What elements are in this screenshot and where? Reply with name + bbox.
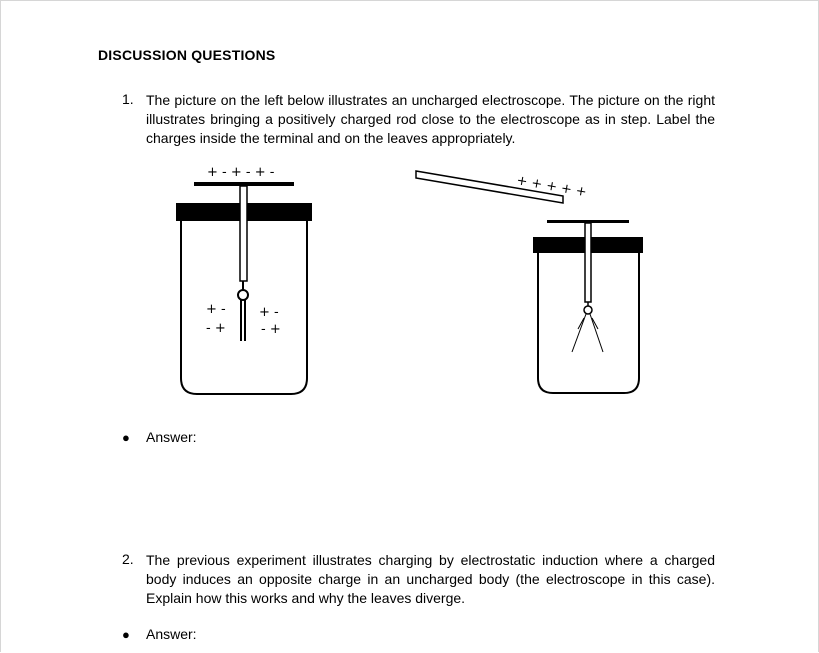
- right-leaf-1: [572, 314, 586, 352]
- question-2-text: The previous experiment illustrates charging by electrostatic induction where a charged body induces an opposite charge in an uncharged body (the electroscope in this case). Explain how this works and why the leaves diverge.: [146, 552, 715, 606]
- answer-2-label: Answer:: [146, 626, 197, 642]
- question-2-number: 2.: [122, 551, 134, 567]
- left-leaf-charge-label: - +: [206, 321, 226, 336]
- right-knob: [584, 306, 592, 314]
- section-heading: DISCUSSION QUESTIONS: [98, 47, 276, 63]
- bullet-icon: ●: [122, 627, 130, 642]
- answer-1-label: Answer:: [146, 429, 197, 445]
- right-leaf-charge-label: + -: [259, 305, 279, 320]
- question-1-text: The picture on the left below illustrates an uncharged electroscope. The picture on the right illustrates bringing a positively charged rod close to the electroscope as in step. Label the charges inside the terminal and on the leaves appropriately.: [146, 92, 715, 146]
- electroscope-figures: [0, 150, 819, 400]
- right-leaf-charge-label: - +: [261, 322, 281, 337]
- left-electroscope: [176, 165, 312, 394]
- right-electroscope: [416, 171, 643, 393]
- rod-charges-label: + + + + +: [515, 173, 588, 201]
- left-leaf-charge-label: + -: [206, 302, 226, 317]
- question-1-number: 1.: [122, 91, 134, 107]
- bullet-icon: ●: [122, 430, 130, 445]
- left-knob: [238, 290, 248, 300]
- right-rod: [585, 223, 591, 302]
- left-rod: [240, 186, 247, 281]
- left-terminal-charges-label: + - + - + -: [207, 165, 275, 180]
- right-leaf-2: [590, 314, 603, 352]
